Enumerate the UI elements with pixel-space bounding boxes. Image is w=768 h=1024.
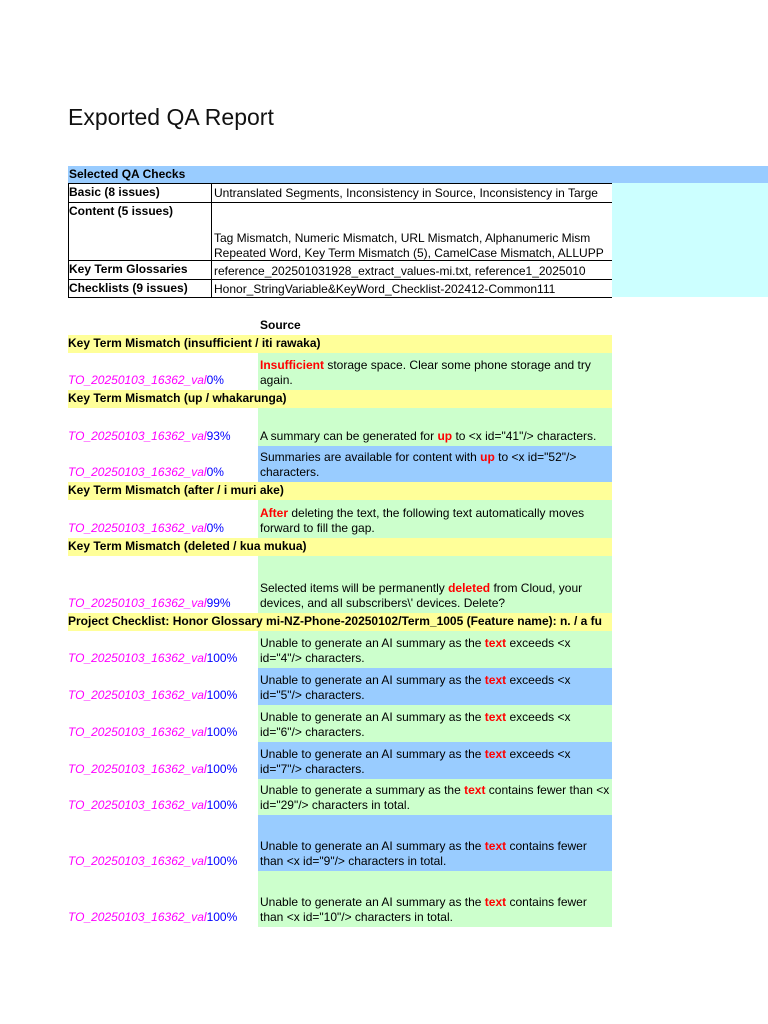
source-text-prefix: Unable to generate a summary as the xyxy=(260,783,465,797)
issue-source-cell xyxy=(258,500,612,538)
issue-file-cell xyxy=(68,596,258,612)
source-text-suffix: to <x id="41"/> characters. xyxy=(452,429,597,443)
key-term-highlight: Insufficient xyxy=(260,358,325,372)
key-term-highlight: deleted xyxy=(448,581,491,595)
issue-file-cell xyxy=(68,854,258,870)
content-value-line2: Repeated Word, Key Term Mismatch (5), CamelCase Mismatch, ALLUPP xyxy=(214,246,604,260)
source-text-suffix: contains fewer than <x id="29"/> characters in total. xyxy=(260,783,610,812)
key-term-highlight: text xyxy=(484,839,507,853)
glossaries-value: reference_202501031928_extract_values-mi.txt, reference1_2025010 xyxy=(214,264,586,278)
issue-file-cell xyxy=(68,521,258,537)
issue-source-text xyxy=(260,636,610,666)
issue-file-name[interactable]: TO_20250103_16362_val xyxy=(68,373,207,387)
source-text-suffix: from Cloud, your devices, and all subscribers\' devices. Delete? xyxy=(260,581,583,610)
issue-source-text xyxy=(260,506,610,536)
checks-divider xyxy=(68,297,612,298)
key-term-highlight: up xyxy=(437,429,453,443)
issue-match-percent: 100% xyxy=(206,910,238,924)
qa-checks-cyan-area xyxy=(612,183,768,297)
source-text-suffix: deleting the text, the following text automatically moves forward to fill the gap. xyxy=(260,506,585,535)
content-value-line1: Tag Mismatch, Numeric Mismatch, URL Mismatch, Alphanumeric Mism xyxy=(214,231,591,245)
issue-file-name[interactable]: TO_20250103_16362_val xyxy=(68,651,207,665)
source-text-suffix: exceeds <x id="7"/> characters. xyxy=(260,747,571,776)
issue-source-text xyxy=(260,710,610,740)
source-text-prefix: Unable to generate an AI summary as the xyxy=(260,710,485,724)
issue-match-percent: 99% xyxy=(206,596,231,610)
issue-match-percent: 100% xyxy=(206,651,238,665)
basic-value: Untranslated Segments, Inconsistency in Source, Inconsistency in Targe xyxy=(214,186,598,200)
issue-file-name[interactable]: TO_20250103_16362_val xyxy=(68,725,207,739)
issue-file-name[interactable]: TO_20250103_16362_val xyxy=(68,798,207,812)
issue-source-cell xyxy=(258,668,612,705)
issue-match-percent: 100% xyxy=(206,688,238,702)
issue-source-cell xyxy=(258,742,612,779)
issue-match-percent: 0% xyxy=(206,465,224,479)
glossaries-label: Key Term Glossaries xyxy=(69,262,188,276)
issue-match-percent: 0% xyxy=(206,521,224,535)
checks-divider xyxy=(68,279,612,280)
issue-source-text xyxy=(260,429,596,444)
checks-divider xyxy=(68,183,69,297)
issue-source-cell xyxy=(258,446,612,482)
issue-source-text xyxy=(260,895,610,925)
issue-match-percent: 93% xyxy=(206,429,231,443)
basic-label: Basic (8 issues) xyxy=(69,185,160,199)
source-text-suffix: contains fewer than <x id="9"/> characters in total. xyxy=(260,839,587,868)
checklists-label: Checklists (9 issues) xyxy=(69,281,188,295)
issue-source-cell xyxy=(258,871,612,927)
issue-source-text xyxy=(260,747,610,777)
issue-source-cell xyxy=(258,779,612,815)
issue-file-cell xyxy=(68,762,258,778)
checks-divider xyxy=(68,183,612,184)
issue-group-header: Key Term Mismatch (deleted / kua mukua) xyxy=(68,538,612,556)
issue-file-name[interactable]: TO_20250103_16362_val xyxy=(68,688,207,702)
source-text-suffix: storage space. Clear some phone storage and try again. xyxy=(260,358,591,387)
issue-source-text xyxy=(260,839,610,869)
issue-source-cell xyxy=(258,815,612,871)
issue-source-cell xyxy=(258,408,612,446)
issue-file-name[interactable]: TO_20250103_16362_val xyxy=(68,854,207,868)
checks-divider xyxy=(68,260,612,261)
key-term-highlight: text xyxy=(484,710,507,724)
source-column-header: Source xyxy=(260,318,301,332)
issue-source-cell xyxy=(258,631,612,668)
issue-source-text xyxy=(260,783,610,813)
checks-divider xyxy=(68,202,612,203)
content-label: Content (5 issues) xyxy=(69,204,174,218)
source-text-suffix: to <x id="52"/> characters. xyxy=(260,450,577,479)
source-text-suffix: exceeds <x id="4"/> characters. xyxy=(260,636,571,665)
source-text-prefix: Summaries are available for content with xyxy=(260,450,481,464)
issue-file-cell xyxy=(68,725,258,741)
issue-file-name[interactable]: TO_20250103_16362_val xyxy=(68,596,207,610)
issue-source-cell xyxy=(258,705,612,742)
issue-file-cell xyxy=(68,651,258,667)
source-text-prefix: Unable to generate an AI summary as the xyxy=(260,839,485,853)
key-term-highlight: text xyxy=(464,783,486,797)
issue-match-percent: 100% xyxy=(206,798,238,812)
issue-match-percent: 0% xyxy=(206,373,224,387)
issue-file-name[interactable]: TO_20250103_16362_val xyxy=(68,910,207,924)
issue-source-text xyxy=(260,673,610,703)
issue-group-header: Key Term Mismatch (after / i muri ake) xyxy=(68,482,612,500)
issue-file-cell xyxy=(68,429,258,445)
key-term-highlight: After xyxy=(260,506,289,520)
key-term-highlight: up xyxy=(480,450,495,464)
issue-group-header: Key Term Mismatch (up / whakarunga) xyxy=(68,390,612,408)
issue-source-text xyxy=(260,358,610,388)
checks-divider xyxy=(211,183,212,297)
issue-source-text xyxy=(260,581,610,611)
key-term-highlight: text xyxy=(484,673,507,687)
issue-file-cell xyxy=(68,798,258,814)
source-text-prefix: Unable to generate an AI summary as the xyxy=(260,895,485,909)
source-text-suffix: exceeds <x id="5"/> characters. xyxy=(260,673,571,702)
issue-file-name[interactable]: TO_20250103_16362_val xyxy=(68,465,207,479)
issue-group-header: Key Term Mismatch (insufficient / iti rawaka) xyxy=(68,335,612,353)
issue-match-percent: 100% xyxy=(206,854,238,868)
key-term-highlight: text xyxy=(484,636,507,650)
key-term-highlight: text xyxy=(484,895,507,909)
issue-group-header: Project Checklist: Honor Glossary mi-NZ-Phone-20250102/Term_1005 (Feature name): n. / a fu xyxy=(68,613,612,631)
issue-file-cell xyxy=(68,373,258,389)
source-text-prefix: Unable to generate an AI summary as the xyxy=(260,673,485,687)
qa-checks-header: Selected QA Checks xyxy=(69,167,186,181)
issue-source-cell xyxy=(258,556,612,613)
issue-file-cell xyxy=(68,910,258,926)
report-title: Exported QA Report xyxy=(68,104,274,130)
issue-match-percent: 100% xyxy=(206,762,238,776)
source-text-suffix: contains fewer than <x id="10"/> characters in total. xyxy=(260,895,587,924)
issue-source-text xyxy=(260,450,610,480)
source-text-prefix: A summary can be generated for xyxy=(260,429,438,443)
issue-match-percent: 100% xyxy=(206,725,238,739)
issue-file-name[interactable]: TO_20250103_16362_val xyxy=(68,429,207,443)
issue-file-name[interactable]: TO_20250103_16362_val xyxy=(68,762,207,776)
key-term-highlight: text xyxy=(484,747,507,761)
issue-file-name[interactable]: TO_20250103_16362_val xyxy=(68,521,207,535)
source-text-prefix: Unable to generate an AI summary as the xyxy=(260,636,485,650)
issue-file-cell xyxy=(68,688,258,704)
checklists-value: Honor_StringVariable&KeyWord_Checklist-202412-Common111 xyxy=(214,282,556,296)
issue-file-cell xyxy=(68,465,258,481)
issue-source-cell xyxy=(258,353,612,390)
source-text-suffix: exceeds <x id="6"/> characters. xyxy=(260,710,571,739)
source-text-prefix: Selected items will be permanently xyxy=(260,581,449,595)
source-text-prefix: Unable to generate an AI summary as the xyxy=(260,747,485,761)
